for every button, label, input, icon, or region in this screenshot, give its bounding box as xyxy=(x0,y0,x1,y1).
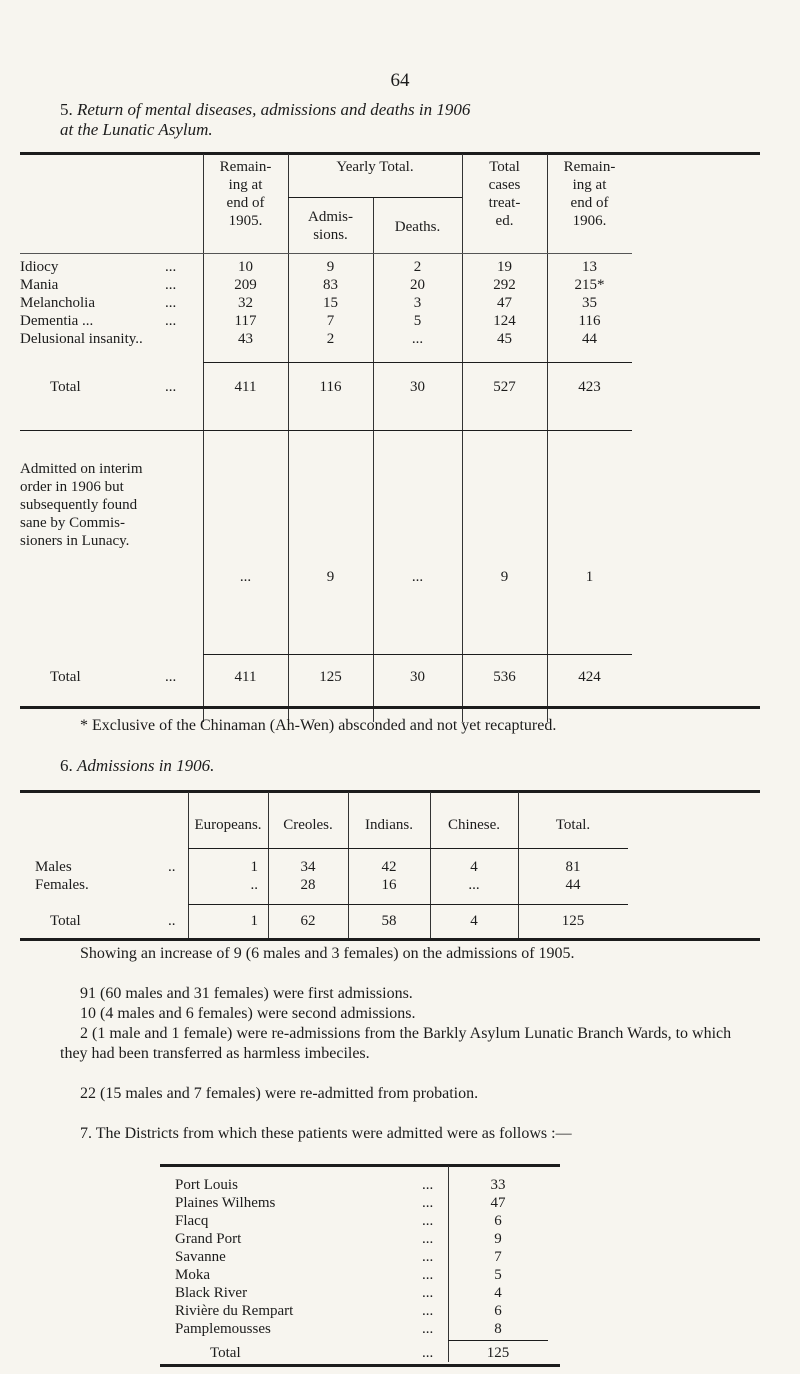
header-deaths: Deaths. xyxy=(394,219,441,235)
section-6-title: Admissions in 1906. xyxy=(77,756,215,775)
header-indians: Indians. xyxy=(365,817,413,833)
section-6-number: 6. xyxy=(60,756,73,775)
page-number: 64 xyxy=(390,70,410,91)
paragraph-second-admissions: 10 (4 males and 6 females) were second admissions. xyxy=(80,1005,416,1022)
section-5-subtitle: at the Lunatic Asylum. xyxy=(60,120,213,139)
section-5-number: 5. xyxy=(60,100,73,119)
paragraph-increase: Showing an increase of 9 (6 males and 3 females) on the admissions of 1905. xyxy=(80,945,575,962)
header-total: Total. xyxy=(555,817,591,833)
footnote: * Exclusive of the Chinaman (Ah-Wen) absconded and not yet recaptured. xyxy=(80,717,557,734)
section-7-text: 7. The Districts from which these patients were admitted were as follows :— xyxy=(80,1125,572,1142)
header-yearly-total: Yearly Total. xyxy=(336,159,414,175)
paragraph-probation: 22 (15 males and 7 females) were re-admitted from probation. xyxy=(80,1085,479,1102)
paragraph-readmissions: 2 (1 male and 1 female) were re-admissions from the Barkly Asylum Lunatic Branch Wards, to which they had been transferred as harmless imbeciles. xyxy=(60,1025,732,1062)
section-5-title: Return of mental diseases, admissions and deaths in 1906 xyxy=(77,100,471,119)
header-creoles: Creoles. xyxy=(283,817,333,833)
header-remaining-1906: Remain- ing at end of 1906. xyxy=(563,159,616,229)
header-chinese: Chinese. xyxy=(447,817,501,833)
header-europeans: Europeans. xyxy=(194,817,262,833)
header-remaining-1905: Remain- ing at end of 1905. xyxy=(219,159,272,229)
paragraph-first-admissions: 91 (60 males and 31 females) were first admissions. xyxy=(80,985,413,1002)
section-5-heading xyxy=(60,100,750,120)
header-total-treated: Total cases treat- ed. xyxy=(488,159,521,229)
header-admissions: Admis- sions. xyxy=(308,209,353,243)
section-6-heading xyxy=(60,756,750,776)
